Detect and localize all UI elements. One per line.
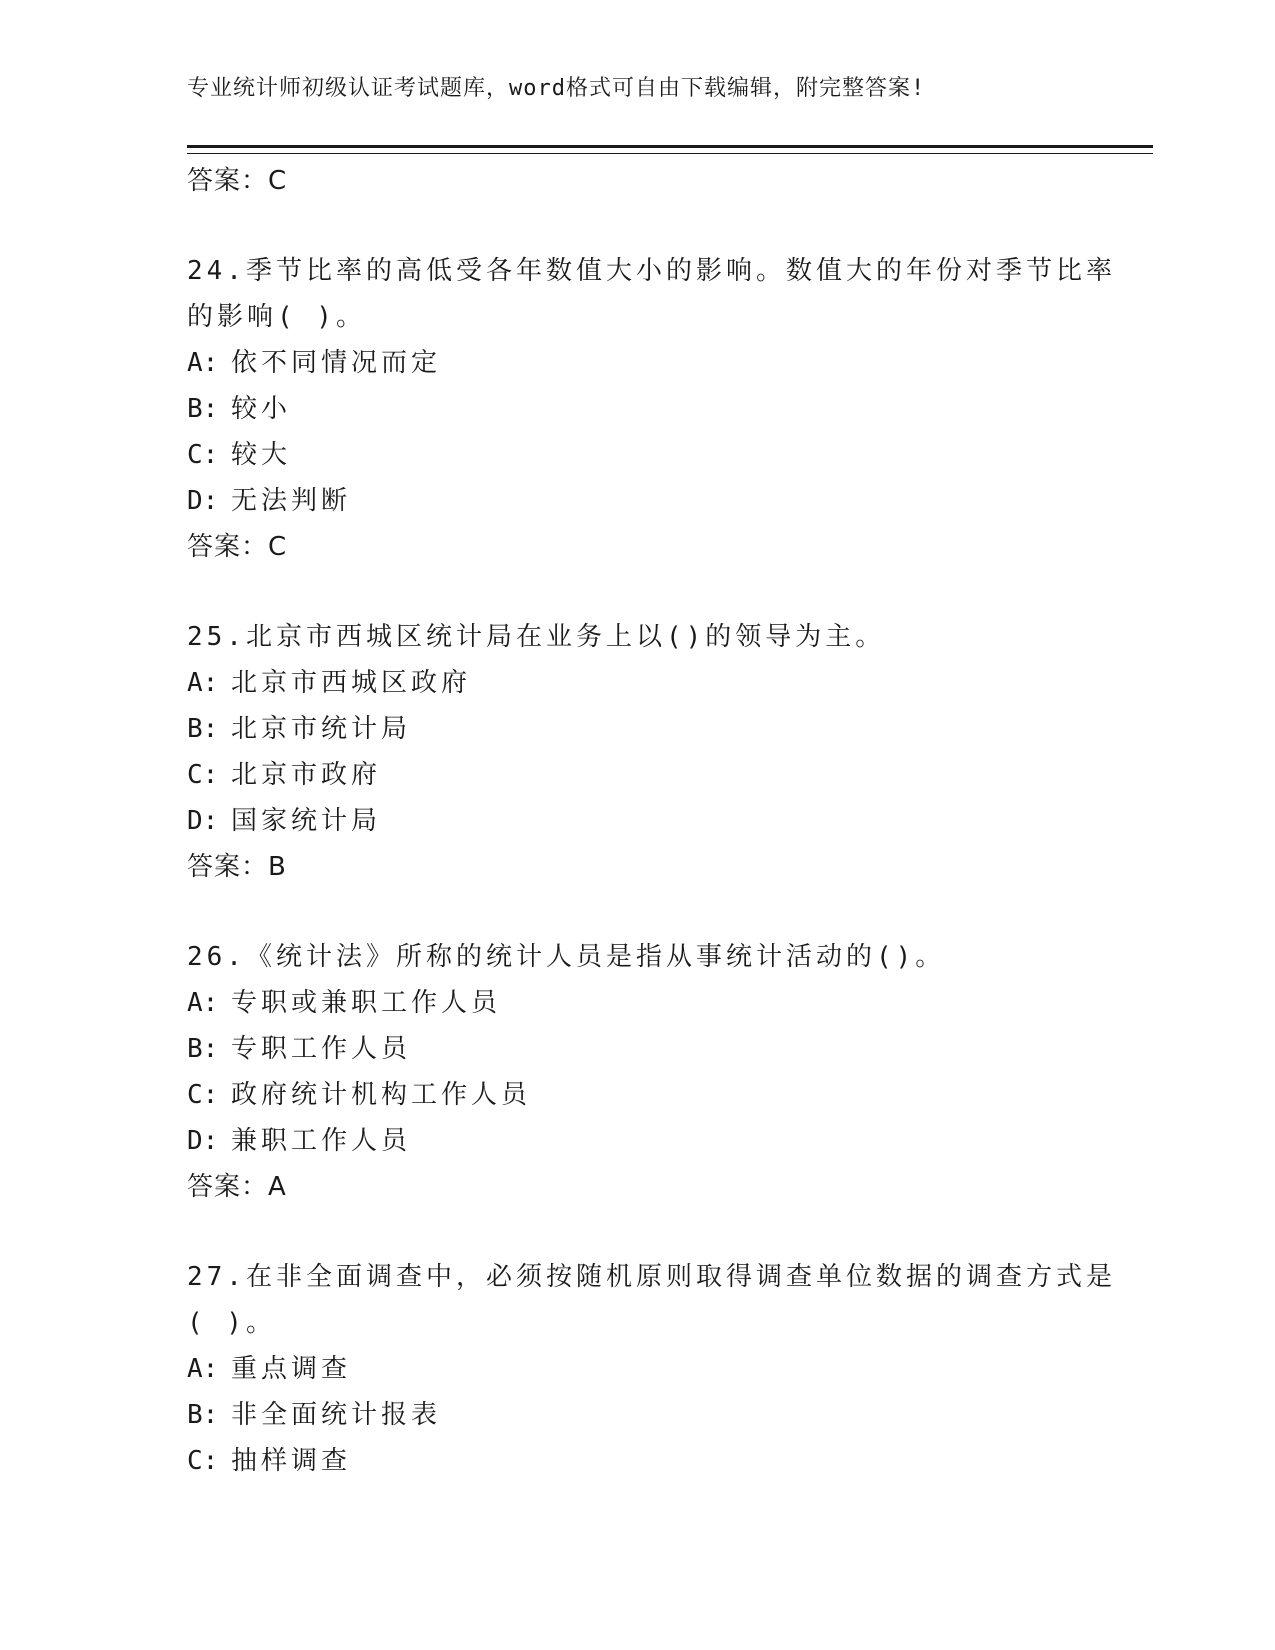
header-divider bbox=[187, 145, 1153, 154]
option-text: 兼职工作人员 bbox=[231, 1126, 412, 1156]
option-letter: B: bbox=[187, 1400, 219, 1430]
question-stem: 26.《统计法》所称的统计人员是指从事统计活动的()。 bbox=[187, 942, 946, 972]
option-letter: D: bbox=[187, 806, 219, 836]
option-text: 专职工作人员 bbox=[231, 1034, 412, 1064]
option-c bbox=[187, 1072, 1087, 1118]
option-letter: D: bbox=[187, 486, 219, 516]
option-d bbox=[187, 1118, 1087, 1164]
page-header: 专业统计师初级认证考试题库，word格式可自由下载编辑，附完整答案! bbox=[187, 76, 926, 101]
option-a bbox=[187, 660, 1087, 706]
question-stem: 的影响( )。 bbox=[187, 302, 366, 332]
option-c bbox=[187, 1438, 1087, 1484]
option-a bbox=[187, 340, 1087, 386]
option-text: 非全面统计报表 bbox=[231, 1400, 442, 1430]
option-letter: A: bbox=[187, 348, 219, 378]
option-letter: A: bbox=[187, 668, 219, 698]
question-stem: 25.北京市西城区统计局在业务上以()的领导为主。 bbox=[187, 622, 886, 652]
option-text: 专职或兼职工作人员 bbox=[231, 988, 502, 1018]
option-letter: B: bbox=[187, 394, 219, 424]
option-letter: C: bbox=[187, 1446, 219, 1476]
option-text: 国家统计局 bbox=[231, 806, 382, 836]
answer-line: 答案：C bbox=[187, 532, 288, 562]
option-d bbox=[187, 478, 1087, 524]
question-stem: 24.季节比率的高低受各年数值大小的影响。数值大的年份对季节比率 bbox=[187, 256, 1116, 286]
option-d bbox=[187, 798, 1087, 844]
option-c bbox=[187, 432, 1087, 478]
option-text: 抽样调查 bbox=[231, 1446, 352, 1476]
answer-line: 答案：B bbox=[187, 852, 287, 882]
option-letter: A: bbox=[187, 1354, 219, 1384]
question-stem: ( )。 bbox=[187, 1308, 276, 1338]
option-text: 北京市政府 bbox=[231, 760, 382, 790]
option-text: 较小 bbox=[231, 394, 292, 424]
option-letter: B: bbox=[187, 1034, 219, 1064]
option-letter: C: bbox=[187, 440, 219, 470]
option-text: 较大 bbox=[231, 440, 292, 470]
option-c bbox=[187, 752, 1087, 798]
option-letter: D: bbox=[187, 1126, 219, 1156]
answer-line: 答案：A bbox=[187, 1172, 287, 1202]
option-letter: C: bbox=[187, 1080, 219, 1110]
question-stem: 27.在非全面调查中，必须按随机原则取得调查单位数据的调查方式是 bbox=[187, 1262, 1116, 1292]
option-a bbox=[187, 1346, 1087, 1392]
option-a bbox=[187, 980, 1087, 1026]
option-b bbox=[187, 1392, 1087, 1438]
option-b bbox=[187, 386, 1087, 432]
option-letter: C: bbox=[187, 760, 219, 790]
option-text: 政府统计机构工作人员 bbox=[231, 1080, 532, 1110]
question-26 bbox=[187, 934, 1087, 1210]
option-text: 北京市西城区政府 bbox=[231, 668, 472, 698]
option-letter: A: bbox=[187, 988, 219, 1018]
option-b bbox=[187, 1026, 1087, 1072]
option-letter: B: bbox=[187, 714, 219, 744]
option-text: 无法判断 bbox=[231, 486, 352, 516]
question-27 bbox=[187, 1254, 1116, 1484]
option-text: 北京市统计局 bbox=[231, 714, 412, 744]
question-25 bbox=[187, 614, 1087, 890]
option-text: 依不同情况而定 bbox=[231, 348, 442, 378]
answer-line: 答案：C bbox=[187, 166, 288, 196]
document-body bbox=[187, 158, 1116, 1484]
option-b bbox=[187, 706, 1087, 752]
question-24 bbox=[187, 248, 1116, 570]
option-text: 重点调查 bbox=[231, 1354, 352, 1384]
